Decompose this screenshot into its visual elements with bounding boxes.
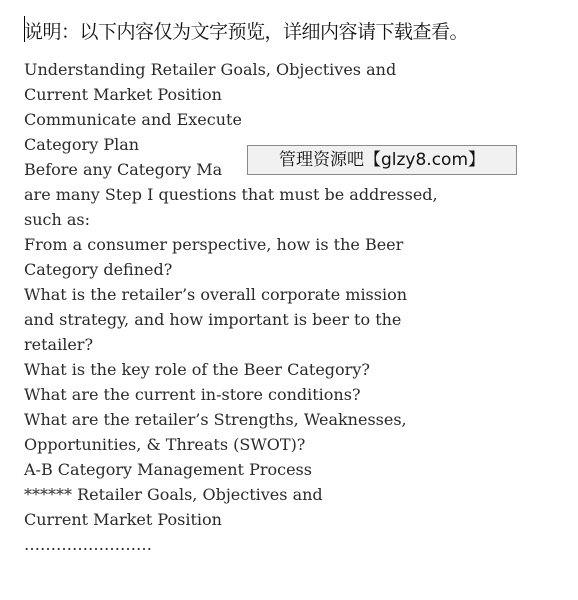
preview-notice: 说明：以下内容仅为文字预览，详细内容请下载查看。	[24, 21, 469, 43]
document-line: Understanding Retailer Goals, Objectives and	[24, 60, 397, 79]
document-line: Opportunities, & Threats (SWOT)?	[24, 435, 306, 454]
document-line: Current Market Position	[24, 510, 222, 529]
document-line: ****** Retailer Goals, Objectives and	[24, 485, 323, 504]
document-line: retailer?	[24, 335, 94, 354]
site-watermark: 管理资源吧【glzy8.com】	[247, 145, 517, 175]
document-body	[24, 57, 438, 557]
document-line: What are the current in-store conditions?	[24, 385, 361, 404]
document-line: What are the retailer’s Strengths, Weaknesses,	[24, 410, 407, 429]
document-line: What is the key role of the Beer Category?	[24, 360, 370, 379]
document-line: such as:	[24, 210, 91, 229]
document-line: and strategy, and how important is beer to the	[24, 310, 402, 329]
document-line: Current Market Position	[24, 85, 222, 104]
document-line: Category defined?	[24, 260, 173, 279]
document-line: Before any Category Ma	[24, 160, 223, 179]
document-line-ellipsis: ……………………	[24, 535, 152, 554]
document-line: What is the retailer’s overall corporate mission	[24, 285, 408, 304]
document-line: are many Step I questions that must be addressed,	[24, 185, 438, 204]
document-line: Category Plan	[24, 135, 140, 154]
document-line: A-B Category Management Process	[24, 460, 312, 479]
document-line: From a consumer perspective, how is the Beer	[24, 235, 404, 254]
document-line: Communicate and Execute	[24, 110, 242, 129]
